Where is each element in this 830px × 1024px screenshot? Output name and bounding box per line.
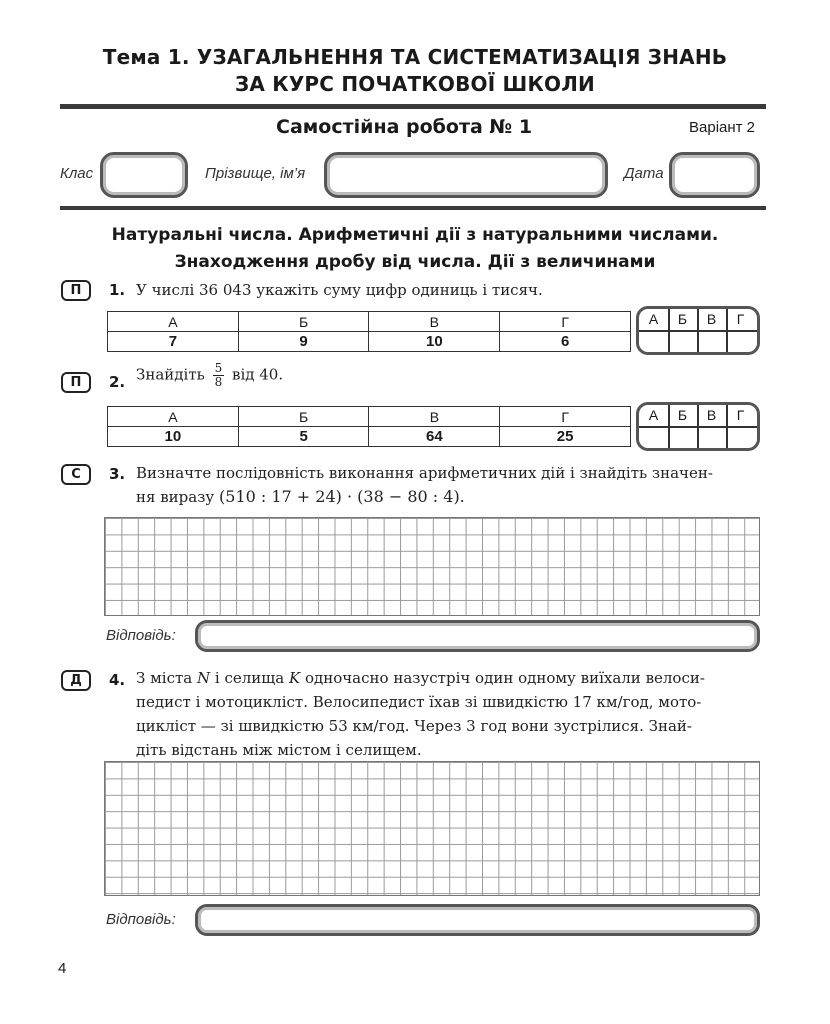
question-line <box>136 485 713 509</box>
date-field[interactable] <box>669 152 760 198</box>
difficulty-badge: П <box>61 280 91 301</box>
fraction <box>213 362 225 389</box>
answer-field[interactable] <box>195 620 760 652</box>
question-line-part: З міста <box>136 669 193 687</box>
work-grid[interactable] <box>104 761 760 896</box>
fraction-numerator: 5 <box>214 361 223 375</box>
math-expression: (510 : 17 + 24) · (38 − 80 : 4). <box>219 487 465 506</box>
choice-cell-g[interactable] <box>726 309 755 352</box>
answer-label: Відповідь: <box>106 911 176 928</box>
choice-letter: В <box>706 311 717 327</box>
option-value: 25 <box>500 427 631 447</box>
class-label: Клас <box>60 165 94 182</box>
option-value: 9 <box>238 332 369 352</box>
option-letter: А <box>108 312 239 332</box>
question-text: У числі 36 043 укажіть суму цифр одиниць і тисяч. <box>136 281 543 299</box>
option-value: 5 <box>238 427 369 447</box>
choice-cell-a[interactable] <box>639 309 668 352</box>
choice-cell-v[interactable] <box>697 405 726 448</box>
question-line: Визначте послідовність виконання арифметичних дій і знайдіть значен- <box>136 464 713 482</box>
question-text <box>136 666 760 762</box>
topic-heading <box>0 44 830 98</box>
village-variable: K <box>288 669 301 687</box>
choice-cell-g[interactable] <box>726 405 755 448</box>
name-label: Прізвище, ім’я <box>205 165 306 182</box>
choice-cell-v[interactable] <box>697 309 726 352</box>
choice-cell-b[interactable] <box>668 309 697 352</box>
option-value: 6 <box>500 332 631 352</box>
section-title-line-2: Знаходження дробу від числа. Дії з величинами <box>174 252 656 272</box>
question-line <box>136 666 760 690</box>
class-field[interactable] <box>100 152 188 198</box>
question-text <box>136 362 283 389</box>
question-number: 3. <box>109 465 126 483</box>
option-value: 10 <box>108 427 239 447</box>
choice-letter: Б <box>677 407 688 423</box>
option-value: 7 <box>108 332 239 352</box>
topic-line-1: Тема 1. УЗАГАЛЬНЕННЯ ТА СИСТЕМАТИЗАЦІЯ ЗНАНЬ <box>102 45 728 69</box>
question-text <box>136 461 713 509</box>
difficulty-badge: Д <box>61 670 91 691</box>
answer-options-table <box>107 406 631 447</box>
question-line-part: і селища <box>214 669 285 687</box>
text-before-fraction: Знайдіть <box>136 365 205 384</box>
option-letter: Б <box>238 312 369 332</box>
choice-letter: Б <box>677 311 688 327</box>
question-number: 4. <box>109 671 126 689</box>
question-number: 2. <box>109 373 126 391</box>
work-title: Самостійна робота № 1 <box>276 116 533 138</box>
question-line: діть відстань між містом і селищем. <box>136 741 422 759</box>
topic-line-2: ЗА КУРС ПОЧАТКОВОЇ ШКОЛИ <box>235 72 595 96</box>
difficulty-badge: П <box>61 372 91 393</box>
choice-letter: А <box>648 311 659 327</box>
option-value: 64 <box>369 427 500 447</box>
question-line: педист і мотоцикліст. Велосипедист їхав зі швидкістю 17 км/год, мото- <box>136 693 702 711</box>
option-value: 10 <box>369 332 500 352</box>
question-line-part: одночасно назустріч один одному виїхали велоси- <box>304 669 705 687</box>
page-number: 4 <box>58 960 67 977</box>
option-letter: А <box>108 407 239 427</box>
answer-choice-box <box>636 402 760 451</box>
question-number: 1. <box>109 281 126 299</box>
option-letter: Г <box>500 312 631 332</box>
section-title <box>0 222 830 276</box>
name-field[interactable] <box>324 152 608 198</box>
answer-label: Відповідь: <box>106 627 176 644</box>
work-grid[interactable] <box>104 517 760 616</box>
choice-letter: Г <box>736 407 745 423</box>
difficulty-badge: С <box>61 464 91 485</box>
text-after-fraction: від 40. <box>232 365 284 384</box>
choice-letter: В <box>706 407 717 423</box>
city-variable: N <box>197 669 211 687</box>
fraction-denominator: 8 <box>214 375 223 389</box>
divider-bottom <box>60 206 766 210</box>
question-line: цикліст — зі швидкістю 53 км/год. Через 3 год вони зустрілися. Знай- <box>136 717 692 735</box>
question-line-prefix: ня виразу <box>136 488 215 506</box>
variant-label: Варіант 2 <box>689 119 756 136</box>
option-letter: В <box>369 407 500 427</box>
option-letter: Г <box>500 407 631 427</box>
choice-cell-b[interactable] <box>668 405 697 448</box>
answer-choice-box <box>636 306 760 355</box>
answer-field[interactable] <box>195 904 760 936</box>
choice-letter: А <box>648 407 659 423</box>
answer-options-table <box>107 311 631 352</box>
option-letter: В <box>369 312 500 332</box>
option-letter: Б <box>238 407 369 427</box>
section-title-line-1: Натуральні числа. Арифметичні дії з натуральними числами. <box>111 225 719 245</box>
divider-top <box>60 104 766 109</box>
date-label: Дата <box>624 165 664 182</box>
choice-letter: Г <box>736 311 745 327</box>
choice-cell-a[interactable] <box>639 405 668 448</box>
